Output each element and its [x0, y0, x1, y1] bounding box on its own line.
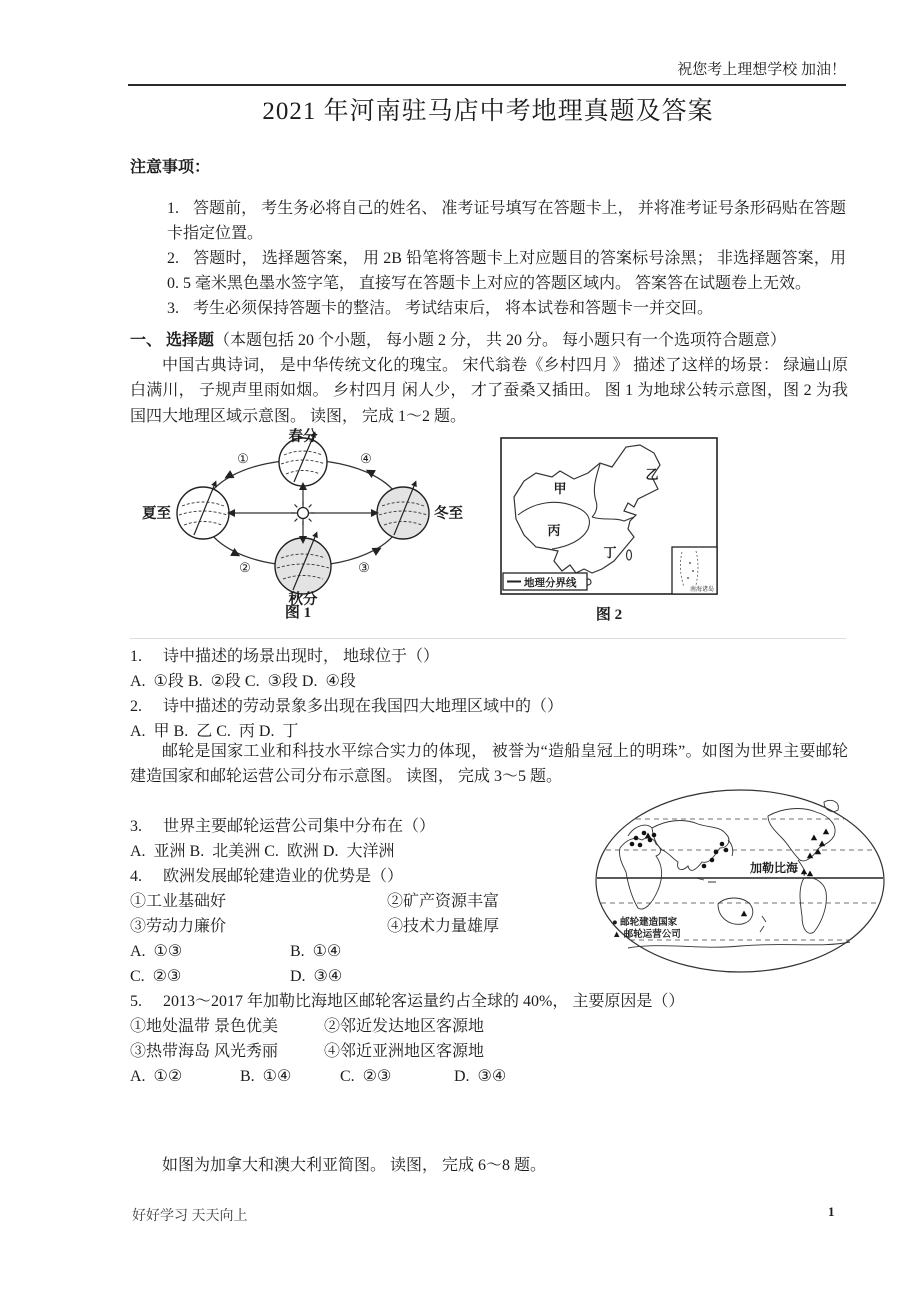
section-rubric: （本题包括 20 个小题， 每小题 2 分， 共 20 分。 每小题只有一个选项符合题意）	[214, 332, 787, 349]
q5-item-2: ②邻近发达地区客源地	[324, 1018, 485, 1035]
spring-equinox-label: 春分	[288, 429, 318, 445]
question-1	[130, 644, 846, 669]
q4-item-4: ④技术力量雄厚	[387, 918, 500, 935]
notice-item-number: 3.	[167, 300, 179, 317]
earth-revolution-figure	[138, 428, 468, 606]
page-number: 1	[828, 1204, 835, 1219]
question-2-options: A. 甲 B. 乙 C. 丙 D. 丁	[130, 723, 299, 740]
q5-option-a: A. ①②	[130, 1068, 183, 1085]
question-number: 4.	[130, 868, 142, 885]
section-label: 一、 选择题	[130, 332, 215, 349]
notice-item-number: 1.	[167, 200, 179, 217]
question-4-options-row-2	[130, 964, 846, 989]
q5-option-d: D. ③④	[454, 1068, 507, 1085]
question-4-options-row-1	[130, 939, 846, 964]
next-section-intro: 如图为加拿大和澳大利亚简图。 读图， 完成 6～8 题。	[162, 1157, 547, 1174]
question-5-options	[130, 1064, 846, 1089]
segment-3-label: ③	[358, 560, 370, 575]
page-title: 2021 年河南驻马店中考地理真题及答案	[262, 98, 714, 125]
segment-1-label: ①	[237, 451, 249, 466]
notice-heading: 注意事项：	[130, 159, 211, 176]
question-stem: 诗中描述的劳动景象多出现在我国四大地理区域中的（）	[163, 698, 564, 715]
q4-option-c: C. ②③	[130, 968, 182, 985]
china-regions-figure	[500, 437, 718, 595]
question-number: 3.	[130, 818, 142, 835]
q4-item-3: ③劳动力廉价	[130, 918, 227, 935]
notice-item-text: 答题时， 选择题答案， 用 2B 铅笔将答题卡上对应题目的答案标号涂黑； 非选择题答案，用 0. 5 毫米黑色墨水签字笔， 直接写在答题卡上对应的答题区域内。 答案答在试题卷上无效。	[167, 250, 846, 292]
question-number: 1.	[130, 648, 142, 665]
notice-item-number: 2.	[167, 250, 179, 267]
question-number: 5.	[130, 993, 142, 1010]
q5-item-4: ④邻近亚洲地区客源地	[324, 1043, 485, 1060]
q5-item-1: ①地处温带 景色优美	[130, 1018, 279, 1035]
segment-2-label: ②	[239, 560, 251, 575]
caribbean-sea-label: 加勒比海	[750, 861, 799, 875]
legend-boundary-label: 地理分界线	[524, 578, 577, 589]
region-jia-label: 甲	[553, 481, 567, 496]
region-boundaries	[518, 464, 634, 549]
globe-winter	[377, 479, 429, 539]
question-stem: 2013～2017 年加勒比海地区邮轮客运量约占全球的 40%， 主要原因是（）	[163, 993, 685, 1010]
cruise-intro	[130, 739, 848, 789]
question-1-options: A. ①段 B. ②段 C. ③段 D. ④段	[130, 673, 356, 690]
map-legend	[503, 573, 587, 590]
globe-summer	[177, 479, 229, 539]
q5-option-c: C. ②③	[340, 1068, 392, 1085]
winter-solstice-label: 冬至	[434, 506, 463, 522]
question-number: 2.	[130, 698, 142, 715]
legend-builder-countries: ● 邮轮建造国家	[612, 918, 678, 928]
question-5-items-row-1	[130, 1014, 846, 1039]
notice-block	[130, 139, 846, 321]
questions-3-5	[130, 814, 846, 1089]
q4-option-b: B. ①④	[290, 943, 342, 960]
q4-item-1: ①工业基础好	[130, 893, 227, 910]
section-heading-line	[130, 328, 848, 353]
figures-divider	[130, 638, 846, 639]
q5-item-3: ③热带海岛 风光秀丽	[130, 1043, 279, 1060]
region-ding-label: 丁	[603, 545, 617, 560]
notice-item-text: 答题前， 考生务必将自己的姓名、 准考证号填写在答题卡上， 并将准考证号条形码贴在答题卡指定位置。	[167, 200, 846, 242]
q5-option-b: B. ①④	[240, 1068, 292, 1085]
q4-item-2: ②矿产资源丰富	[387, 893, 500, 910]
figure-2-caption: 图 2	[595, 607, 623, 623]
region-bing-label: 丙	[547, 523, 561, 538]
question-4-items-row-1	[130, 889, 846, 914]
notice-item	[167, 196, 846, 246]
footer-motto: 好好学习 天天向上	[132, 1209, 248, 1224]
header-slogan: 祝您考上理想学校 加油！	[677, 62, 846, 78]
section-intro: 中国古典诗词， 是中华传统文化的瑰宝。 宋代翁卷《乡村四月 》 描述了这样的场景： 绿遍山原白满川， 子规声里雨如烟。 乡村四月 闲人少， 才了蚕桑又插田。 图 1 为地球公转示意图，图 2 为我国四大地理区域示意图。 读图， 完成 1～2 题。	[130, 357, 848, 425]
question-stem: 诗中描述的场景出现时， 地球位于（）	[163, 648, 440, 665]
question-stem: 欧洲发展邮轮建造业的优势是（）	[163, 868, 404, 885]
south-china-sea-inset	[672, 547, 717, 594]
segment-4-label: ④	[360, 451, 372, 466]
cruise-intro-text: 邮轮是国家工业和科技水平综合实力的体现， 被誉为“造船皇冠上的明珠”。如图为世界主要邮轮建造国家和邮轮运营公司分布示意图。 读图， 完成 3～5 题。	[130, 743, 848, 785]
notice-item-text: 考生必须保持答题卡的整洁。 考试结束后， 将本试卷和答题卡一并交回。	[193, 300, 714, 317]
figure-1-caption: 图 1	[284, 605, 312, 621]
inset-label: 南海诸岛	[689, 587, 714, 593]
notice-item	[167, 296, 846, 321]
q4-option-d: D. ③④	[290, 968, 343, 985]
q4-option-a: A. ①③	[130, 943, 183, 960]
question-2	[130, 694, 846, 719]
notice-item	[167, 246, 846, 296]
sun-icon	[291, 501, 315, 525]
section-one	[130, 328, 848, 429]
region-yi-label: 乙	[645, 467, 659, 482]
header-rule	[128, 84, 846, 86]
questions-1-2	[130, 644, 846, 744]
question-4-items-row-2	[130, 914, 846, 939]
question-3-options: A. 亚洲 B. 北美洲 C. 欧洲 D. 大洋洲	[130, 843, 395, 860]
question-4	[130, 864, 846, 889]
question-5	[130, 989, 846, 1014]
legend-operator-companies: ▲ 邮轮运营公司	[612, 930, 681, 940]
question-stem: 世界主要邮轮运营公司集中分布在（）	[163, 818, 436, 835]
question-3	[130, 814, 846, 839]
summer-solstice-label: 夏至	[142, 506, 171, 522]
question-5-items-row-2	[130, 1039, 846, 1064]
autumn-equinox-label: 秋分	[288, 592, 318, 606]
